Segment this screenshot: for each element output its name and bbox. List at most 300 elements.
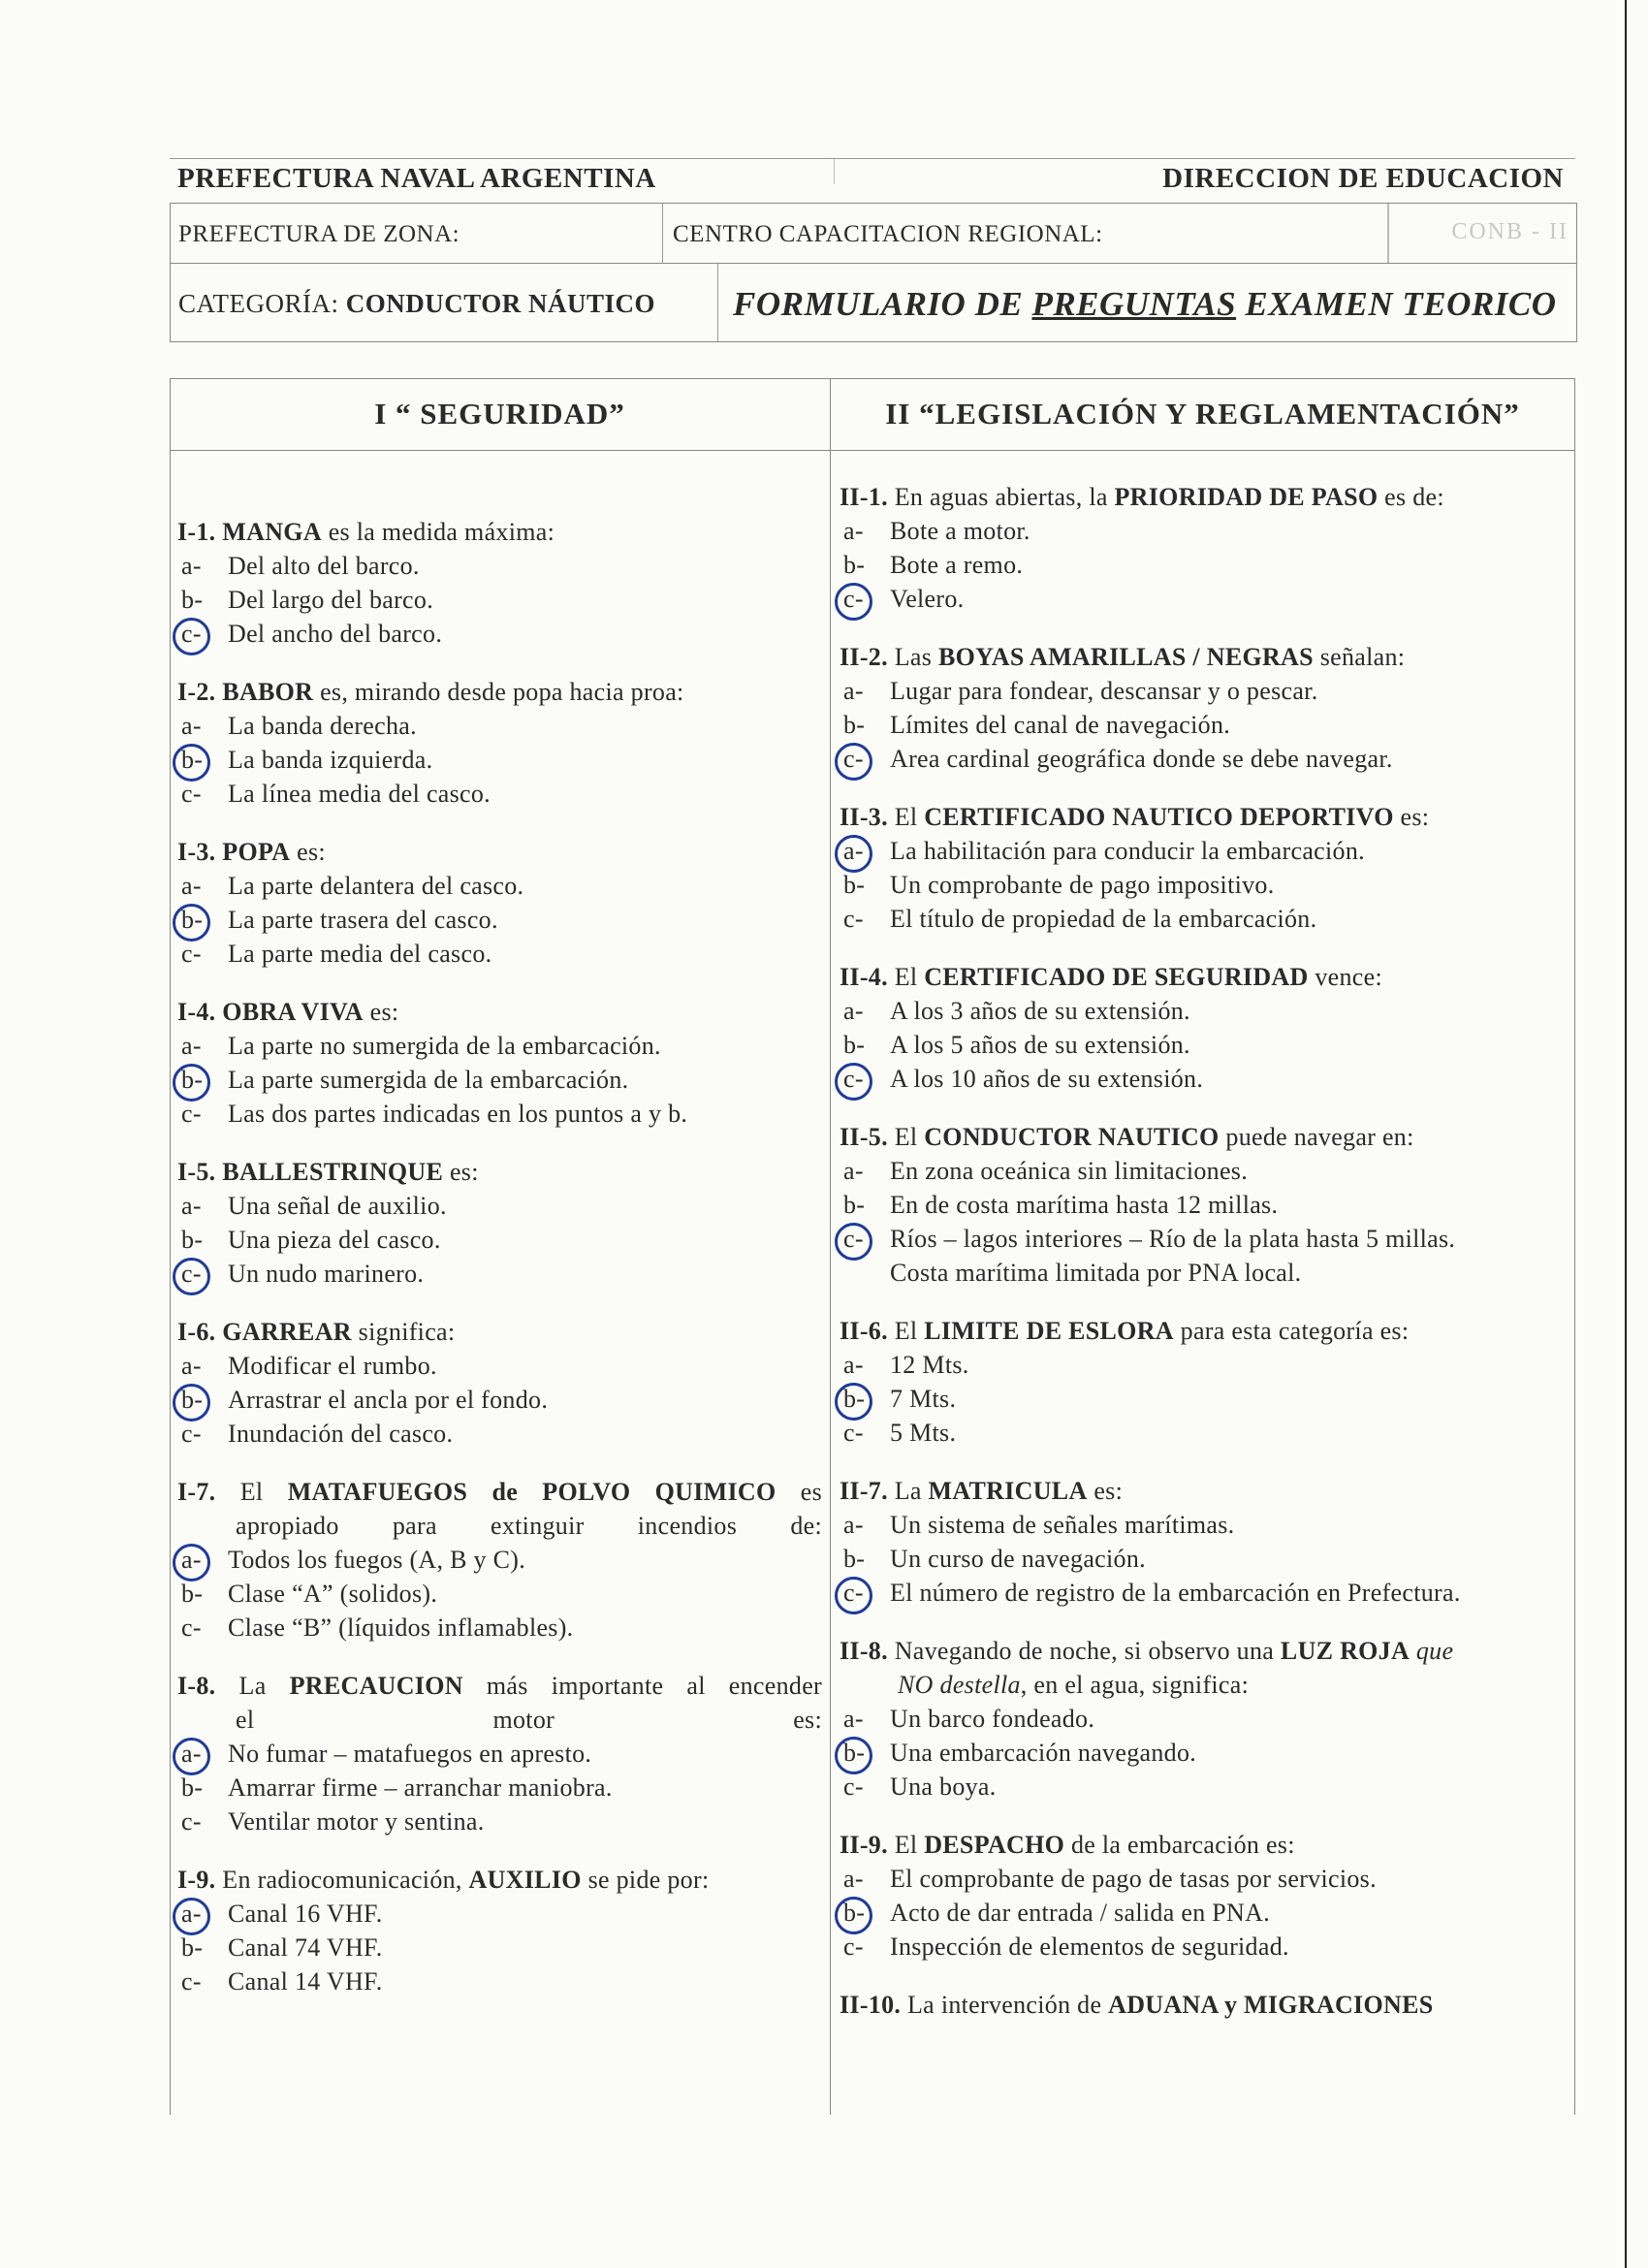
option-text: Canal 74 VHF. xyxy=(228,1933,383,1962)
option-letter: b- xyxy=(843,1736,865,1770)
question-prefix: La xyxy=(215,1672,290,1700)
header-row-zone xyxy=(170,203,1577,264)
answer-option xyxy=(177,1223,822,1257)
question-keyword: POPA xyxy=(222,838,291,866)
answer-option xyxy=(177,1543,822,1577)
question-continuation-text: el motor es: xyxy=(236,1706,822,1734)
cell-divider xyxy=(662,204,663,264)
option-letter: b- xyxy=(843,1031,866,1059)
question-number: I-6. xyxy=(177,1318,216,1346)
answer-option xyxy=(177,1737,822,1771)
cell-divider xyxy=(1387,204,1389,264)
option-text: Una embarcación navegando. xyxy=(890,1739,1197,1767)
question-item xyxy=(177,675,822,811)
question-item xyxy=(840,1120,1566,1290)
question-text xyxy=(177,835,822,869)
answer-option xyxy=(840,1930,1566,1964)
answer-option xyxy=(177,1611,822,1645)
option-text: Un barco fondeado. xyxy=(890,1705,1095,1733)
option-letter: b- xyxy=(181,1933,204,1962)
answer-option xyxy=(840,868,1566,902)
option-letter: c- xyxy=(181,1967,202,1996)
option-letter: a- xyxy=(843,677,864,705)
form-title-part: EXAMEN TEORICO xyxy=(1236,285,1557,323)
answer-option xyxy=(840,582,1566,616)
option-text: Una boya. xyxy=(890,1773,997,1801)
question-prefix: Las xyxy=(887,643,938,671)
answer-option xyxy=(840,1028,1566,1062)
option-letter: b- xyxy=(843,1545,866,1573)
option-letter: c- xyxy=(181,1100,202,1128)
option-text: Una señal de auxilio. xyxy=(228,1192,447,1220)
question-item xyxy=(177,995,822,1131)
question-text xyxy=(177,1475,822,1543)
answer-option xyxy=(177,743,822,777)
answer-circle-mark xyxy=(173,1258,210,1295)
answer-circle-mark xyxy=(835,1063,872,1101)
question-keyword: OBRA VIVA xyxy=(222,998,364,1026)
question-continuation-text: , en el agua, significa: xyxy=(1020,1671,1250,1699)
question-prefix: El xyxy=(887,803,925,831)
option-text: La habilitación para conducir la embarcación. xyxy=(890,837,1365,865)
question-keyword: LIMITE DE ESLORA xyxy=(924,1317,1174,1345)
question-text xyxy=(840,1634,1566,1702)
zone-label: PREFECTURA DE ZONA: xyxy=(178,221,460,247)
answer-option xyxy=(177,937,822,971)
option-letter: c- xyxy=(843,1576,864,1610)
option-text: A los 3 años de su extensión. xyxy=(890,997,1190,1025)
option-text: A los 5 años de su extensión. xyxy=(890,1031,1190,1059)
option-letter: a- xyxy=(843,1351,864,1379)
question-item xyxy=(840,800,1566,936)
option-text: Bote a remo. xyxy=(890,551,1024,579)
option-text: 12 Mts. xyxy=(890,1351,969,1379)
option-letter: c- xyxy=(181,780,202,808)
option-letter: b- xyxy=(181,1063,203,1097)
question-rest: señalan: xyxy=(1313,643,1406,671)
option-text: 7 Mts. xyxy=(890,1385,957,1413)
category-value: CONDUCTOR NÁUTICO xyxy=(345,289,656,318)
question-prefix: El xyxy=(887,963,925,991)
question-number: I-3. xyxy=(177,838,216,866)
header-row-category xyxy=(170,263,1577,342)
question-rest: más importante al encender xyxy=(462,1672,822,1700)
option-letter: a- xyxy=(843,1511,864,1539)
question-keyword: LUZ ROJA xyxy=(1280,1637,1410,1665)
question-continuation xyxy=(840,1668,1566,1702)
answer-option xyxy=(840,1576,1566,1610)
option-letter: b- xyxy=(181,743,203,777)
answer-circle-mark xyxy=(173,618,210,655)
option-letter: b- xyxy=(181,1226,204,1254)
question-item xyxy=(177,1315,822,1451)
option-text: Amarrar firme – arranchar maniobra. xyxy=(228,1773,613,1802)
answer-option xyxy=(840,1508,1566,1542)
option-letter: b- xyxy=(181,586,204,614)
question-rest: para esta categoría es: xyxy=(1173,1317,1410,1345)
answer-option xyxy=(177,869,822,903)
answer-option xyxy=(177,1577,822,1611)
question-number: I-8. xyxy=(177,1672,216,1700)
option-letter: a- xyxy=(843,834,864,868)
answer-option xyxy=(177,549,822,583)
question-text xyxy=(177,1863,822,1897)
option-text: En de costa marítima hasta 12 millas. xyxy=(890,1191,1279,1219)
question-keyword: BABOR xyxy=(222,678,314,706)
header-divider xyxy=(834,159,835,184)
question-item xyxy=(840,1474,1566,1610)
option-text: Clase “B” (líquidos inflamables). xyxy=(228,1613,574,1642)
question-number: II-10. xyxy=(840,1991,902,2019)
question-prefix: En aguas abiertas, la xyxy=(887,483,1115,511)
question-item xyxy=(840,1314,1566,1450)
option-letter: c- xyxy=(181,1807,202,1836)
table-border-right xyxy=(1574,379,1575,2115)
section-title-legislacion: II “LEGISLACIÓN Y REGLAMENTACIÓN” xyxy=(885,397,1520,431)
option-letter: b- xyxy=(843,1382,865,1416)
option-text: Las dos partes indicadas en los puntos a y b. xyxy=(228,1100,688,1128)
answer-option xyxy=(177,1257,822,1291)
question-keyword: GARREAR xyxy=(222,1318,352,1346)
answer-option xyxy=(840,1222,1566,1256)
answer-option xyxy=(840,742,1566,776)
code-stamp: CONB - II xyxy=(1451,219,1569,244)
answer-option xyxy=(177,777,822,811)
question-prefix: El xyxy=(887,1317,925,1345)
questions-table xyxy=(170,378,1575,2115)
option-text: Del largo del barco. xyxy=(228,586,433,614)
answer-option xyxy=(840,1382,1566,1416)
question-keyword: BALLESTRINQUE xyxy=(222,1158,444,1186)
question-number: II-3. xyxy=(840,803,888,831)
option-letter: b- xyxy=(181,1580,204,1608)
question-keyword: MANGA xyxy=(222,518,322,546)
question-rest: es, mirando desde popa hacia proa: xyxy=(313,678,684,706)
option-letter: c- xyxy=(843,1773,864,1801)
option-text: La banda derecha. xyxy=(228,712,417,740)
option-text: A los 10 años de su extensión. xyxy=(890,1065,1204,1093)
option-letter: c- xyxy=(181,1613,202,1642)
option-text: La parte media del casco. xyxy=(228,940,492,968)
answer-option xyxy=(177,1189,822,1223)
option-letter: b- xyxy=(843,1896,865,1930)
option-text: Lugar para fondear, descansar y o pescar. xyxy=(890,677,1318,705)
option-text: La parte delantera del casco. xyxy=(228,872,524,900)
header-underline xyxy=(170,450,1575,451)
question-text xyxy=(840,1828,1566,1862)
option-text: El número de registro de la embarcación en Prefectura. xyxy=(890,1579,1461,1607)
option-letter: b- xyxy=(843,551,866,579)
question-item xyxy=(177,1863,822,1998)
answer-option xyxy=(177,1805,822,1838)
answer-circle-mark xyxy=(835,1577,872,1614)
option-text: La parte sumergida de la embarcación. xyxy=(228,1066,629,1094)
question-text xyxy=(840,1120,1566,1154)
answer-option xyxy=(840,834,1566,868)
legislacion-questions xyxy=(840,480,1566,2046)
question-keyword: DESPACHO xyxy=(924,1831,1065,1859)
answer-option xyxy=(177,1897,822,1931)
option-letter: a- xyxy=(843,517,864,545)
question-number: II-1. xyxy=(840,483,888,511)
question-number: I-7. xyxy=(177,1478,216,1506)
answer-option xyxy=(177,1097,822,1131)
option-letter: c- xyxy=(843,742,864,776)
answer-option xyxy=(840,674,1566,708)
question-item xyxy=(840,960,1566,1096)
option-text: Del ancho del barco. xyxy=(228,620,443,648)
option-letter: b- xyxy=(181,903,203,937)
option-text: Ventilar motor y sentina. xyxy=(228,1807,485,1836)
answer-option xyxy=(177,1349,822,1383)
option-text: Una pieza del casco. xyxy=(228,1226,441,1254)
option-text: Arrastrar el ancla por el fondo. xyxy=(228,1386,549,1414)
question-keyword: PRECAUCION xyxy=(289,1672,463,1700)
option-text: Inspección de elementos de seguridad. xyxy=(890,1933,1289,1961)
question-text xyxy=(177,1155,822,1189)
table-border-left xyxy=(170,379,171,2115)
question-text xyxy=(840,480,1566,514)
question-italic: NO destella xyxy=(898,1671,1021,1699)
question-keyword: BOYAS AMARILLAS / NEGRAS xyxy=(937,643,1314,671)
question-keyword: ADUANA y MIGRACIONES xyxy=(1108,1991,1434,2019)
option-letter: c- xyxy=(181,940,202,968)
question-italic: que xyxy=(1410,1637,1454,1665)
option-text: Acto de dar entrada / salida en PNA. xyxy=(890,1899,1271,1927)
question-continuation xyxy=(177,1703,822,1737)
question-keyword: CONDUCTOR NAUTICO xyxy=(924,1123,1220,1151)
answer-option xyxy=(177,1029,822,1063)
institution-name: PREFECTURA NAVAL ARGENTINA xyxy=(177,163,656,194)
question-rest: se pide por: xyxy=(581,1866,710,1894)
option-text: Un curso de navegación. xyxy=(890,1545,1146,1573)
question-item xyxy=(177,1669,822,1838)
answer-option xyxy=(840,1188,1566,1222)
option-text: La banda izquierda. xyxy=(228,746,433,774)
option-text: La parte trasera del casco. xyxy=(228,906,498,934)
question-number: II-6. xyxy=(840,1317,888,1345)
question-text xyxy=(177,995,822,1029)
option-text: Del alto del barco. xyxy=(228,552,420,580)
answer-option xyxy=(840,514,1566,548)
answer-option xyxy=(840,1736,1566,1770)
question-rest: es: xyxy=(443,1158,479,1186)
option-letter: a- xyxy=(181,1032,202,1060)
option-letter: c- xyxy=(843,1222,864,1256)
question-number: I-5. xyxy=(177,1158,216,1186)
question-prefix: El xyxy=(887,1831,925,1859)
option-letter: a- xyxy=(181,1897,202,1931)
answer-option xyxy=(177,583,822,617)
question-rest: es de: xyxy=(1378,483,1444,511)
page-edge-line xyxy=(1625,0,1627,2268)
option-letter: a- xyxy=(181,1543,202,1577)
question-text xyxy=(177,515,822,549)
question-item xyxy=(840,480,1566,616)
question-continuation-text: apropiado para extinguir incendios de: xyxy=(236,1512,822,1540)
question-item xyxy=(177,1475,822,1645)
answer-option xyxy=(840,1062,1566,1096)
option-letter: c- xyxy=(181,617,202,651)
question-number: II-8. xyxy=(840,1637,888,1665)
answer-option xyxy=(177,617,822,651)
question-item xyxy=(177,835,822,971)
option-letter: a- xyxy=(843,1157,864,1185)
option-text: Un sistema de señales marítimas. xyxy=(890,1511,1235,1539)
question-rest: puede navegar en: xyxy=(1219,1123,1414,1151)
answer-option xyxy=(177,903,822,937)
option-letter: c- xyxy=(843,905,864,933)
option-text: Velero. xyxy=(890,585,965,613)
option-letter: c- xyxy=(181,1420,202,1448)
option-letter: a- xyxy=(181,552,202,580)
option-letter: b- xyxy=(181,1773,204,1802)
option-letter: c- xyxy=(181,1257,202,1291)
answer-circle-mark xyxy=(835,583,872,621)
header-row-institution xyxy=(170,158,1575,198)
question-number: II-9. xyxy=(840,1831,888,1859)
question-keyword: PRIORIDAD DE PASO xyxy=(1114,483,1379,511)
question-text xyxy=(840,1988,1566,2022)
option-text: Clase “A” (solidos). xyxy=(228,1580,438,1608)
question-item xyxy=(840,640,1566,776)
option-text: La línea media del casco. xyxy=(228,780,491,808)
category xyxy=(178,289,655,319)
option-letter: a- xyxy=(181,1192,202,1220)
option-text: Area cardinal geográfica donde se debe navegar. xyxy=(890,745,1393,773)
seguridad-questions xyxy=(177,515,822,2023)
question-prefix: La xyxy=(887,1477,929,1505)
question-number: II-7. xyxy=(840,1477,888,1505)
question-keyword: AUXILIO xyxy=(468,1866,582,1894)
option-text: Inundación del casco. xyxy=(228,1420,454,1448)
option-letter: c- xyxy=(843,1419,864,1447)
question-text xyxy=(177,1315,822,1349)
option-text: 5 Mts. xyxy=(890,1419,957,1447)
option-letter: a- xyxy=(181,1737,202,1771)
option-text: Canal 16 VHF. xyxy=(228,1900,383,1928)
question-prefix: La intervención de xyxy=(901,1991,1109,2019)
answer-option xyxy=(177,1965,822,1998)
question-rest: es: xyxy=(363,998,399,1026)
question-item xyxy=(840,1634,1566,1804)
question-keyword: MATRICULA xyxy=(928,1477,1088,1505)
question-rest: es: xyxy=(1393,803,1430,831)
question-text xyxy=(840,960,1566,994)
option-letter: b- xyxy=(843,871,866,899)
option-text: Límites del canal de navegación. xyxy=(890,711,1231,739)
answer-option xyxy=(840,902,1566,936)
option-text: En zona oceánica sin limitaciones. xyxy=(890,1157,1249,1185)
question-rest: es xyxy=(776,1478,822,1506)
option-text: Bote a motor. xyxy=(890,517,1030,545)
question-rest: vence: xyxy=(1308,963,1383,991)
question-rest: de la embarcación es: xyxy=(1064,1831,1295,1859)
option-text: Un nudo marinero. xyxy=(228,1260,425,1288)
question-item xyxy=(177,1155,822,1291)
option-letter: b- xyxy=(843,1191,866,1219)
option-letter: a- xyxy=(843,1865,864,1893)
answer-option xyxy=(177,1417,822,1451)
option-letter: a- xyxy=(843,1705,864,1733)
question-keyword: CERTIFICADO NAUTICO DEPORTIVO xyxy=(924,803,1394,831)
question-number: I-9. xyxy=(177,1866,216,1894)
form-title-part: FORMULARIO DE xyxy=(733,285,1032,323)
question-text xyxy=(840,1314,1566,1348)
answer-option xyxy=(840,1542,1566,1576)
question-prefix: En radiocomunicación, xyxy=(215,1866,469,1894)
option-letter: c- xyxy=(843,582,864,616)
option-text: Un comprobante de pago impositivo. xyxy=(890,871,1275,899)
question-number: II-5. xyxy=(840,1123,888,1151)
answer-circle-mark xyxy=(835,743,872,781)
answer-option xyxy=(840,1896,1566,1930)
option-letter: a- xyxy=(843,997,864,1025)
question-prefix: El xyxy=(215,1478,288,1506)
answer-option xyxy=(840,548,1566,582)
answer-option xyxy=(840,1154,1566,1188)
question-rest: es: xyxy=(290,838,326,866)
option-letter: b- xyxy=(843,711,866,739)
option-letter: c- xyxy=(843,1062,864,1096)
question-rest: es: xyxy=(1087,1477,1124,1505)
question-continuation xyxy=(177,1509,822,1543)
option-text: La parte no sumergida de la embarcación. xyxy=(228,1032,661,1060)
option-text: Canal 14 VHF. xyxy=(228,1967,383,1996)
question-number: I-4. xyxy=(177,998,216,1026)
question-prefix: Navegando de noche, si observo una xyxy=(887,1637,1281,1665)
option-text: El título de propiedad de la embarcación. xyxy=(890,905,1317,933)
option-letter: a- xyxy=(181,872,202,900)
question-prefix: El xyxy=(887,1123,925,1151)
question-keyword: MATAFUEGOS de POLVO QUIMICO xyxy=(287,1478,776,1506)
form-title xyxy=(733,285,1556,324)
question-text xyxy=(840,800,1566,834)
option-letter: b- xyxy=(181,1383,203,1417)
answer-option xyxy=(840,994,1566,1028)
question-item xyxy=(840,1828,1566,1964)
question-number: I-2. xyxy=(177,678,216,706)
answer-option xyxy=(840,1348,1566,1382)
center-label: CENTRO CAPACITACION REGIONAL: xyxy=(673,221,1103,247)
question-rest: significa: xyxy=(351,1318,456,1346)
question-text xyxy=(177,675,822,709)
category-label: CATEGORÍA: xyxy=(178,289,339,318)
question-text xyxy=(840,640,1566,674)
question-number: II-4. xyxy=(840,963,888,991)
question-item xyxy=(840,1988,1566,2022)
answer-option xyxy=(840,1770,1566,1804)
column-divider xyxy=(830,379,831,2115)
option-text: No fumar – matafuegos en apresto. xyxy=(228,1740,592,1768)
question-rest: es la medida máxima: xyxy=(321,518,555,546)
option-text: Costa marítima limitada por PNA local. xyxy=(890,1259,1302,1287)
question-text xyxy=(177,1669,822,1737)
answer-option xyxy=(840,1416,1566,1450)
answer-option xyxy=(840,708,1566,742)
question-number: II-2. xyxy=(840,643,888,671)
form-title-underlined: PREGUNTAS xyxy=(1031,285,1237,323)
option-text: Modificar el rumbo. xyxy=(228,1352,437,1380)
answer-option xyxy=(840,1862,1566,1896)
option-text: Ríos – lagos interiores – Río de la plata hasta 5 millas. xyxy=(890,1225,1456,1253)
answer-option xyxy=(177,1931,822,1965)
exam-header xyxy=(170,158,1575,340)
answer-option xyxy=(177,1063,822,1097)
option-text: Todos los fuegos (A, B y C). xyxy=(228,1546,526,1574)
question-item xyxy=(177,515,822,651)
question-text xyxy=(840,1474,1566,1508)
